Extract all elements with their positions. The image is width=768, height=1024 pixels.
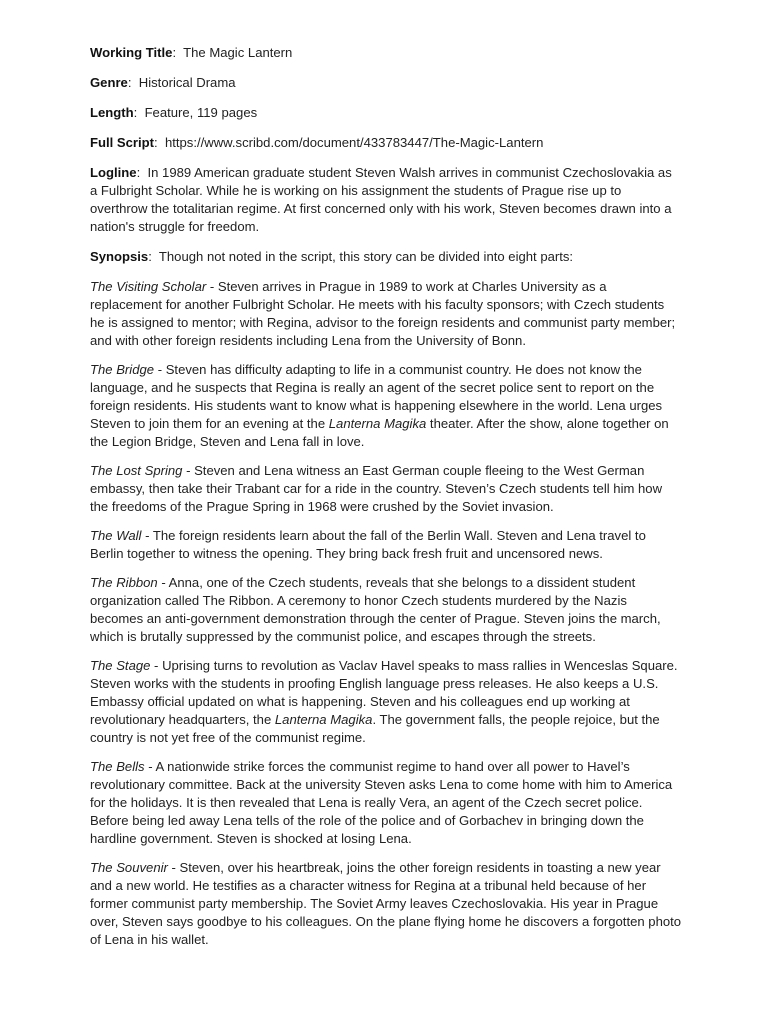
part-title: The Visiting Scholar (90, 279, 207, 294)
working-title-label: Working Title (90, 45, 173, 60)
part-title: The Bridge (90, 362, 155, 377)
part-text: Steven and Lena witness an East German couple fleeing to the West German embassy, then take their Trabant car for a ride in the country. Steven’s Czech students tell him how the freedoms of the Prague Spring in 1968 were crushed by the Soviet invasion. (90, 463, 663, 514)
part-souvenir: The Souvenir - Steven, over his heartbreak, joins the other foreign residents in toasting a new year and a new world. He testifies as a character witness for Regina at a tribunal held because of her former communist party membership. The Soviet Army leaves Czechoslovakia. His year in Prague over, Steven says goodbye to his colleagues. On the plane flying home he discovers a forgotten photo of Lena in his wallet. (90, 860, 682, 947)
part-text: Steven has difficulty adapting to life in a communist country. He does not know the language, and he suspects that Regina is really an agent of the secret police sent to report on the foreign residents. His students want to know what is happening elsewhere in the world. Lena urges Steven to join them for an evening at the (90, 362, 663, 431)
length-field: Length: Feature, 119 pages (90, 105, 258, 120)
part-text: Anna, one of the Czech students, reveals that she belongs to a dissident student organization called The Ribbon. A ceremony to honor Czech students murdered by the Nazis becomes an anti-government demonstration through the center of Prague. Steven joins the march, which is brutally suppressed by the communist police, and escapes through the streets. (90, 575, 661, 644)
part-title: The Stage (90, 658, 151, 673)
part-text-continued: . The government falls, the people rejoice, but the country is not yet free of the communist regime. (90, 712, 660, 745)
length-value: Feature, 119 pages (144, 105, 258, 120)
part-wall: The Wall - The foreign residents learn about the fall of the Berlin Wall. Steven and Lena travel to Berlin together to witness the opening. They bring back fresh fruit and uncensored news. (90, 528, 646, 561)
part-title: The Bells (90, 759, 145, 774)
part-title: The Ribbon (90, 575, 158, 590)
working-title-value: The Magic Lantern (183, 45, 293, 60)
part-title: The Souvenir (90, 860, 168, 875)
part-visiting-scholar: The Visiting Scholar - Steven arrives in Prague in 1989 to work at Charles University as a replacement for another Fulbright Scholar. He meets with his faculty sponsors; with Czech students he is assigned to mentor; with Regina, advisor to the foreign residents and communist party member; and with other foreign residents including Lena from the University of Bonn. (90, 279, 676, 348)
genre-label: Genre (90, 75, 128, 90)
part-text-continued: theater. After the show, alone together on the Legion Bridge, Steven and Lena fall in love. (90, 416, 669, 449)
synopsis-label: Synopsis (90, 249, 149, 264)
full-script-label: Full Script (90, 135, 155, 150)
theater-name: Lanterna Magika (328, 416, 427, 431)
length-label: Length (90, 105, 134, 120)
part-ribbon: The Ribbon - Anna, one of the Czech students, reveals that she belongs to a dissident student organization called The Ribbon. A ceremony to honor Czech students murdered by the Nazis becomes an anti-government demonstration through the center of Prague. Steven joins the march, which is brutally suppressed by the communist police, and escapes through the streets. (90, 575, 661, 644)
part-text: Steven, over his heartbreak, joins the other foreign residents in toasting a new year and a new world. He testifies as a character witness for Regina at a tribunal held because of her former communist party membership. The Soviet Army leaves Czechoslovakia. His year in Prague over, Steven says goodbye to his colleagues. On the plane flying home he discovers a forgotten photo of Lena in his wallet. (90, 860, 682, 947)
genre-field: Genre: Historical Drama (90, 75, 236, 90)
full-script-url: https://www.scribd.com/document/433783447/The-Magic-Lantern (164, 135, 544, 150)
logline-text: In 1989 American graduate student Steven Walsh arrives in communist Czechoslovakia as a Fulbright Scholar. While he is working on his assignment the students of Prague rise up to overthrow the totalitarian regime. At first concerned only with his work, Steven becomes drawn into a nation's struggle for freedom. (90, 165, 672, 234)
part-text: Uprising turns to revolution as Vaclav Havel speaks to mass rallies in Wenceslas Square. Steven works with the students in proofing English language press releases. He also keeps a U.S. Embassy official updated on what is happening. Steven and his colleagues end up working at revolutionary headquarters, the (90, 658, 678, 727)
part-bridge: The Bridge - Steven has difficulty adapting to life in a communist country. He does not know the language, and he suspects that Regina is really an agent of the secret police sent to report on the foreign residents. His students want to know what is happening elsewhere in the world. Lena urges Steven to join them for an evening at the Lanterna Magika theater. After the show, alone together on the Legion Bridge, Steven and Lena fall in love. (90, 362, 669, 449)
part-lost-spring: The Lost Spring - Steven and Lena witness an East German couple fleeing to the West German embassy, then take their Trabant car for a ride in the country. Steven’s Czech students tell him how the freedoms of the Prague Spring in 1968 were crushed by the Soviet invasion. (90, 463, 663, 514)
part-stage: The Stage - Uprising turns to revolution as Vaclav Havel speaks to mass rallies in Wenceslas Square. Steven works with the students in proofing English language press releases. He also keeps a U.S. Embassy official updated on what is happening. Steven and his colleagues end up working at revolutionary headquarters, the Lanterna Magika. The government falls, the people rejoice, but the country is not yet free of the communist regime. (90, 658, 678, 745)
full-script-field: Full Script: https://www.scribd.com/document/433783447/The-Magic-Lantern (90, 135, 544, 150)
synopsis-field: Synopsis: Though not noted in the script, this story can be divided into eight parts: (90, 249, 574, 264)
logline-field: Logline: In 1989 American graduate student Steven Walsh arrives in communist Czechoslovakia as a Fulbright Scholar. While he is working on his assignment the students of Prague rise up to overthrow the totalitarian regime. At first concerned only with his work, Steven becomes drawn into a nation's struggle for freedom. (90, 165, 672, 234)
synopsis-intro: Though not noted in the script, this story can be divided into eight parts: (158, 249, 574, 264)
working-title-field: Working Title: The Magic Lantern (90, 45, 293, 60)
logline-label: Logline (90, 165, 137, 180)
theater-name: Lanterna Magika (274, 712, 373, 727)
part-text: A nationwide strike forces the communist regime to hand over all power to Havel’s revolutionary committee. Back at the university Steven asks Lena to come home with him to America for the holidays. It is then revealed that Lena is really Vera, an agent of the Czech secret police. Before being led away Lena tells of the role of the police and of Gorbachev in bringing down the hardline government. Steven is shocked at losing Lena. (90, 759, 673, 846)
part-title: The Wall (90, 528, 142, 543)
part-text: The foreign residents learn about the fall of the Berlin Wall. Steven and Lena travel to Berlin together to witness the opening. They bring back fresh fruit and uncensored news. (90, 528, 646, 561)
part-text: Steven arrives in Prague in 1989 to work at Charles University as a replacement for another Fulbright Scholar. He meets with his faculty sponsors; with Czech students he is assigned to mentor; with Regina, advisor to the foreign residents and communist party member; and with other foreign residents including Lena from the University of Bonn. (90, 279, 676, 348)
part-bells: The Bells - A nationwide strike forces the communist regime to hand over all power to Havel’s revolutionary committee. Back at the university Steven asks Lena to come home with him to America for the holidays. It is then revealed that Lena is really Vera, an agent of the Czech secret police. Before being led away Lena tells of the role of the police and of Gorbachev in bringing down the hardline government. Steven is shocked at losing Lena. (90, 759, 673, 846)
document-page (90, 44, 682, 960)
part-title: The Lost Spring (90, 463, 183, 478)
genre-value: Historical Drama (138, 75, 236, 90)
